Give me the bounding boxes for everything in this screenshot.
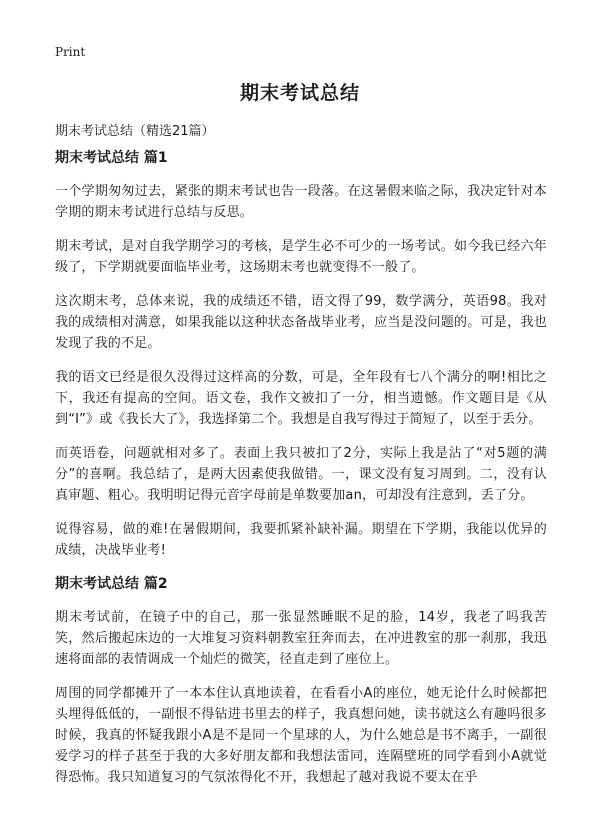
document-title: 期末考试总结 bbox=[239, 82, 360, 104]
document-subtitle: 期末考试总结（精选21篇） bbox=[55, 124, 215, 139]
paragraph: 期末考试，是对自我学期学习的考核，是学生必不可少的一场考试。如今我已经六年级了，下学期就要面临毕业考，这场期末考也就变得不一般了。 bbox=[55, 239, 547, 275]
document-body bbox=[55, 148, 547, 801]
section-heading: 期末考试总结 篇2 bbox=[55, 576, 168, 592]
section-heading: 期末考试总结 篇1 bbox=[55, 150, 168, 166]
paragraph: 周围的同学都摊开了一本本住认真地读着，在看看小A的座位，她无论什么时候都把头埋得低低的，一副恨不得钻进书里去的样子，我真想问她，读书就这么有趣吗很多时候，我真的怀疑我跟小A是不是同一个星球的人，为什么她总是书不离手，一副很爱学习的样子甚至于我的大多好朋友都和我想法雷同，连隔壁班的同学看到小A就觉得恐怖。我只知道复习的气氛浓得化不开，我想起了越对我说不要太在乎 bbox=[55, 686, 547, 785]
paragraph: 期末考试前，在镜子中的自己，那一张显然睡眠不足的脸，14岁，我老了吗我苦笑，然后搬起床边的一大堆复习资料朝教室狂奔而去，在冲进教室的那一刹那，我迅速将面部的表情调成一个灿烂的微笑，径直走到了座位上。 bbox=[55, 610, 547, 667]
paragraph: 说得容易，做的难!在暑假期间，我要抓紧补缺补漏。期望在下学期，我能以优异的成绩，决战毕业考! bbox=[55, 522, 547, 558]
paragraph: 这次期末考，总体来说，我的成绩还不错，语文得了99，数学满分，英语98。我对我的成绩相对满意，如果我能以这种状态备战毕业考，应当是没问题的。可是，我也发现了我的不足。 bbox=[55, 294, 547, 351]
print-link[interactable]: Print bbox=[55, 45, 86, 59]
paragraph: 我的语文已经是很久没得过这样高的分数，可是，全年段有七八个满分的啊!相比之下，我还有提高的空间。语文卷，我作文被扣了一分，相当遗憾。作文题目是《从到“I”》或《我长大了》，我选择第二个。我想是自我写得过于简短了，以至于丢分。 bbox=[55, 370, 547, 427]
paragraph: 而英语卷，问题就相对多了。表面上我只被扣了2分，实际上我是沾了“对5题的满分”的喜啊。我总结了，是两大因素使我做错。一，课文没有复习周到。二，没有认真审题、粗心。我明明记得元音字母前是单数要加an，可却没有注意到，丢了分。 bbox=[55, 446, 547, 503]
paragraph: 一个学期匆匆过去，紧张的期末考试也告一段落。在这暑假来临之际，我决定针对本学期的期末考试进行总结与反思。 bbox=[55, 184, 547, 220]
